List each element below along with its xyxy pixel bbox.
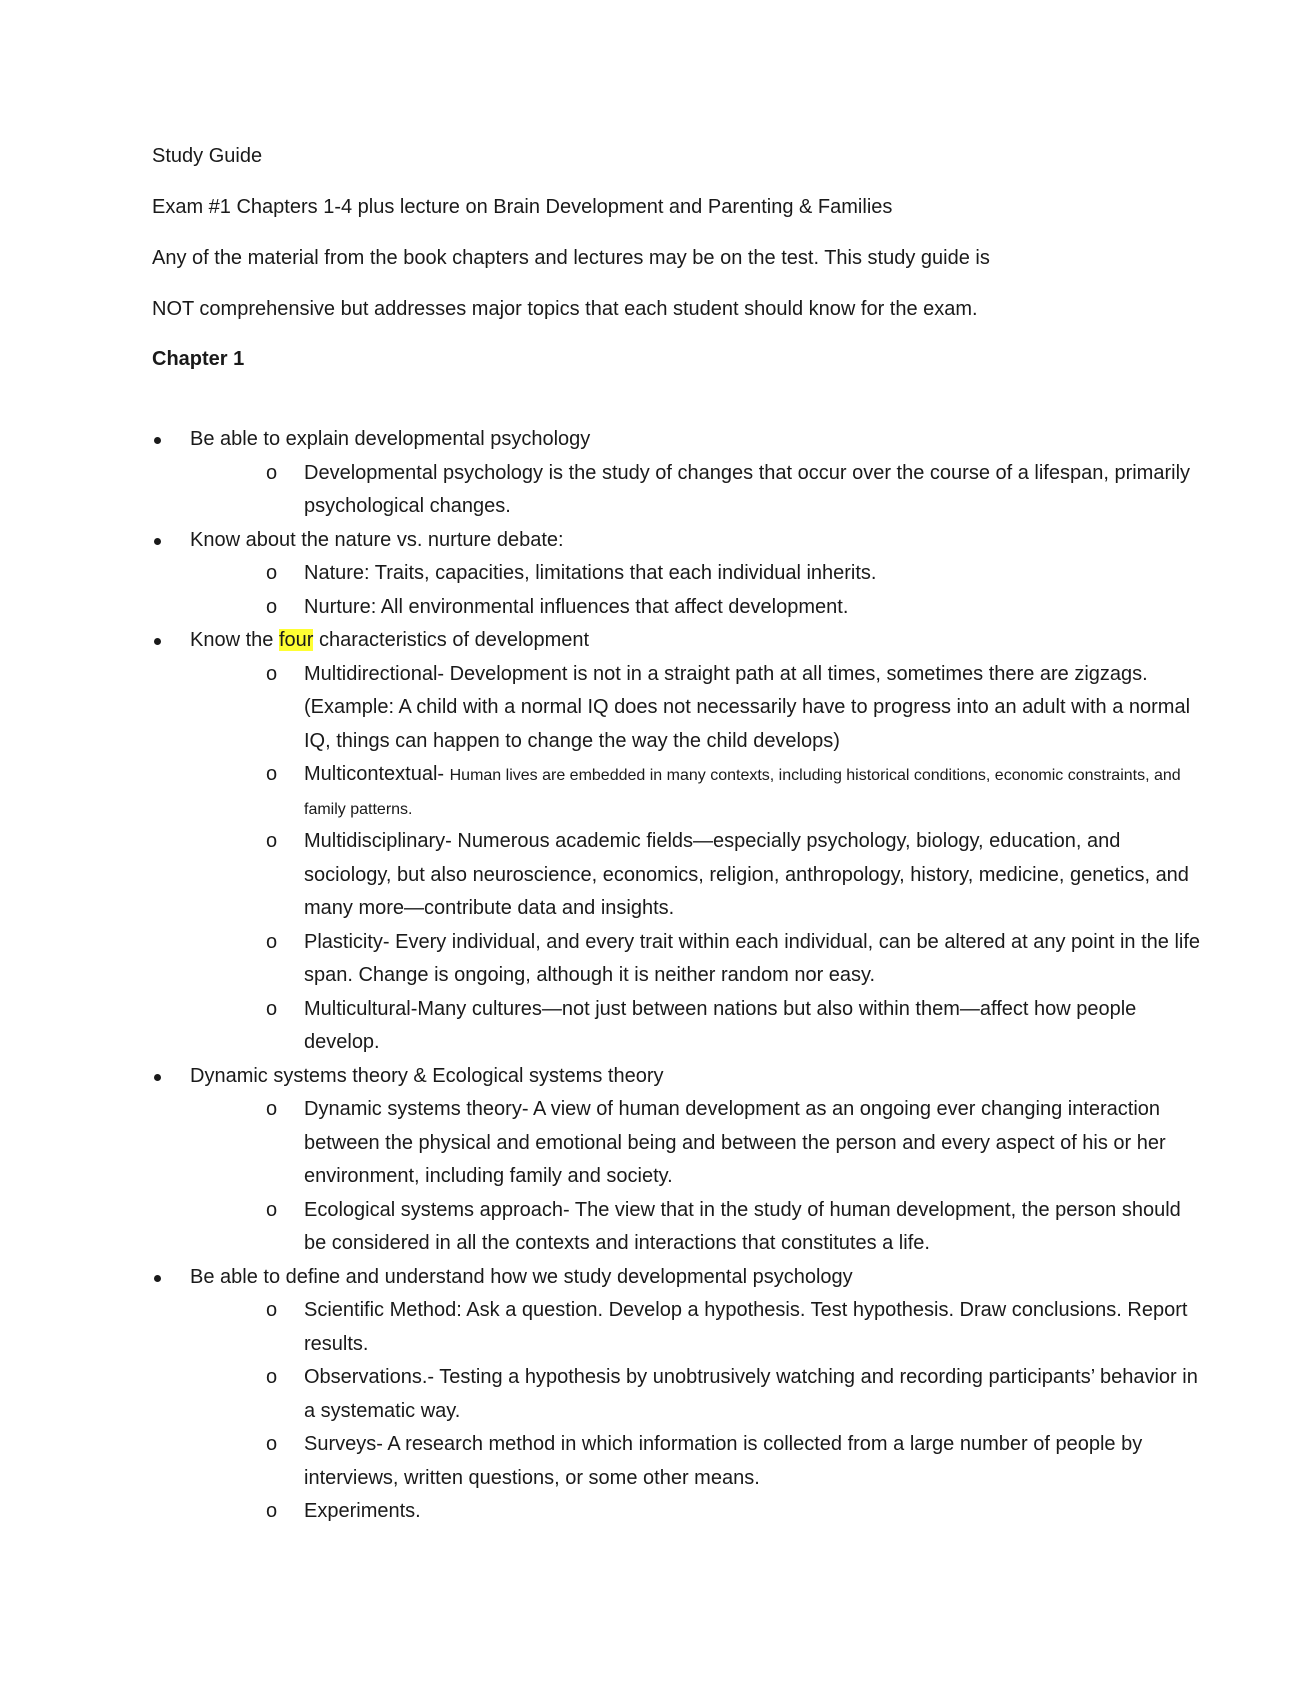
- sub-marker: o: [266, 562, 278, 584]
- sub-marker: o: [266, 595, 278, 618]
- sub-text: Experiments.: [304, 1500, 421, 1522]
- sub-marker: o: [266, 997, 278, 1020]
- sub-item: [190, 1428, 1204, 1495]
- sub-text: Scientific Method: Ask a question. Develop a hypothesis. Test hypothesis. Draw conclusions. Report results.: [304, 1299, 1188, 1355]
- sub-marker: o: [266, 1098, 278, 1120]
- sub-text: Multidisciplinary- Numerous academic fields—especially psychology, biology, education, and sociology, but also neuroscience, economics, religion, anthropology, history, medicine, genetics, and many more—contribute data and insights.: [304, 830, 1189, 919]
- sub-list: [190, 658, 1201, 1060]
- topic-text: Know about the nature vs. nurture debate:: [190, 528, 564, 551]
- highlighted-word: four: [278, 629, 314, 651]
- topic-item: [152, 624, 1201, 1060]
- sub-marker: o: [266, 461, 278, 484]
- bullet-dot: [154, 1074, 161, 1081]
- topic-item: [152, 423, 1191, 524]
- sub-item: [190, 1194, 1204, 1261]
- sub-list: [190, 557, 1152, 624]
- topic-text: Dynamic systems theory & Ecological systems theory: [190, 1064, 664, 1087]
- topic-text: Be able to explain developmental psychology: [190, 428, 591, 450]
- topic-item: [152, 1261, 1198, 1529]
- sub-item: [190, 591, 1204, 625]
- sub-marker: o: [266, 930, 278, 953]
- topic-text-after: characteristics of development: [313, 629, 590, 651]
- bullet-dot: [154, 638, 161, 645]
- sub-list: [190, 1093, 1181, 1261]
- sub-marker: o: [266, 662, 278, 685]
- topic-item: [152, 1060, 1181, 1261]
- topic-list: [152, 423, 1201, 1529]
- topic-text: Be able to define and understand how we study developmental psychology: [190, 1265, 853, 1288]
- sub-lead: Multicontextual-: [304, 763, 450, 785]
- exam-line: Exam #1 Chapters 1-4 plus lecture on Brain Development and Parenting & Families: [152, 196, 893, 218]
- sub-marker: o: [266, 763, 278, 785]
- sub-item: [190, 758, 1204, 825]
- sub-item: [190, 825, 1204, 926]
- sub-item: [190, 658, 1204, 759]
- bullet-dot: [154, 1275, 161, 1282]
- sub-marker: o: [266, 1433, 278, 1455]
- sub-marker: o: [266, 1500, 278, 1522]
- intro-line-1: Any of the material from the book chapters and lectures may be on the test. This study guide is: [152, 247, 990, 269]
- sub-text: Nurture: All environmental influences that affect development.: [304, 595, 849, 618]
- sub-text: Observations.- Testing a hypothesis by unobtrusively watching and recording participants’ behavior in a systematic way.: [304, 1366, 1198, 1422]
- sub-marker: o: [266, 1198, 278, 1221]
- sub-item: [190, 1361, 1204, 1428]
- intro-line-2: NOT comprehensive but addresses major topics that each student should know for the exam.: [152, 298, 978, 320]
- sub-text: Multidirectional- Development is not in a straight path at all times, sometimes there are zigzags. (Example: A child with a normal IQ does not necessarily have to progress into an adult with a normal IQ, things can happen to change the way the child develops): [304, 662, 1191, 752]
- sub-text: Multicultural-Many cultures—not just between nations but also within them—affect how people develop.: [304, 997, 1137, 1053]
- sub-text: Ecological systems approach- The view that in the study of human development, the person should be considered in all the contexts and interactions that constitutes a life.: [304, 1198, 1181, 1254]
- sub-marker: o: [266, 830, 278, 852]
- sub-item: [190, 1093, 1204, 1194]
- sub-item: [190, 993, 1204, 1060]
- sub-text: Plasticity- Every individual, and every trait within each individual, can be altered at any point in the life span. Change is ongoing, although it is neither random nor easy.: [304, 930, 1201, 986]
- sub-item: [190, 1495, 1204, 1529]
- sub-text: Developmental psychology is the study of changes that occur over the course of a lifespan, primarily psychological changes.: [304, 461, 1191, 517]
- topic-text-before: Know the: [190, 629, 279, 651]
- chapter-heading: Chapter 1: [152, 348, 245, 370]
- sub-text: Nature: Traits, capacities, limitations that each individual inherits.: [304, 562, 877, 584]
- sub-item: [190, 1294, 1204, 1361]
- topic-item: [152, 524, 1152, 625]
- sub-item: [190, 457, 1204, 524]
- sub-small-text: Human lives are embedded in many contexts, including historical conditions, economic constraints, and family patterns.: [304, 767, 1181, 818]
- sub-item: [190, 926, 1204, 993]
- sub-marker: o: [266, 1299, 278, 1321]
- bullet-dot: [154, 437, 161, 444]
- sub-text: Surveys- A research method in which information is collected from a large number of people by interviews, written questions, or some other means.: [304, 1433, 1143, 1489]
- bullet-dot: [154, 538, 161, 545]
- sub-list: [190, 457, 1191, 524]
- sub-marker: o: [266, 1366, 278, 1388]
- sub-text: Dynamic systems theory- A view of human development as an ongoing ever changing interaction between the physical and emotional being and between the person and every aspect of his or her environment, including family and society.: [304, 1098, 1166, 1187]
- doc-title: Study Guide: [152, 145, 263, 167]
- sub-item: [190, 557, 1204, 591]
- sub-list: [190, 1294, 1198, 1529]
